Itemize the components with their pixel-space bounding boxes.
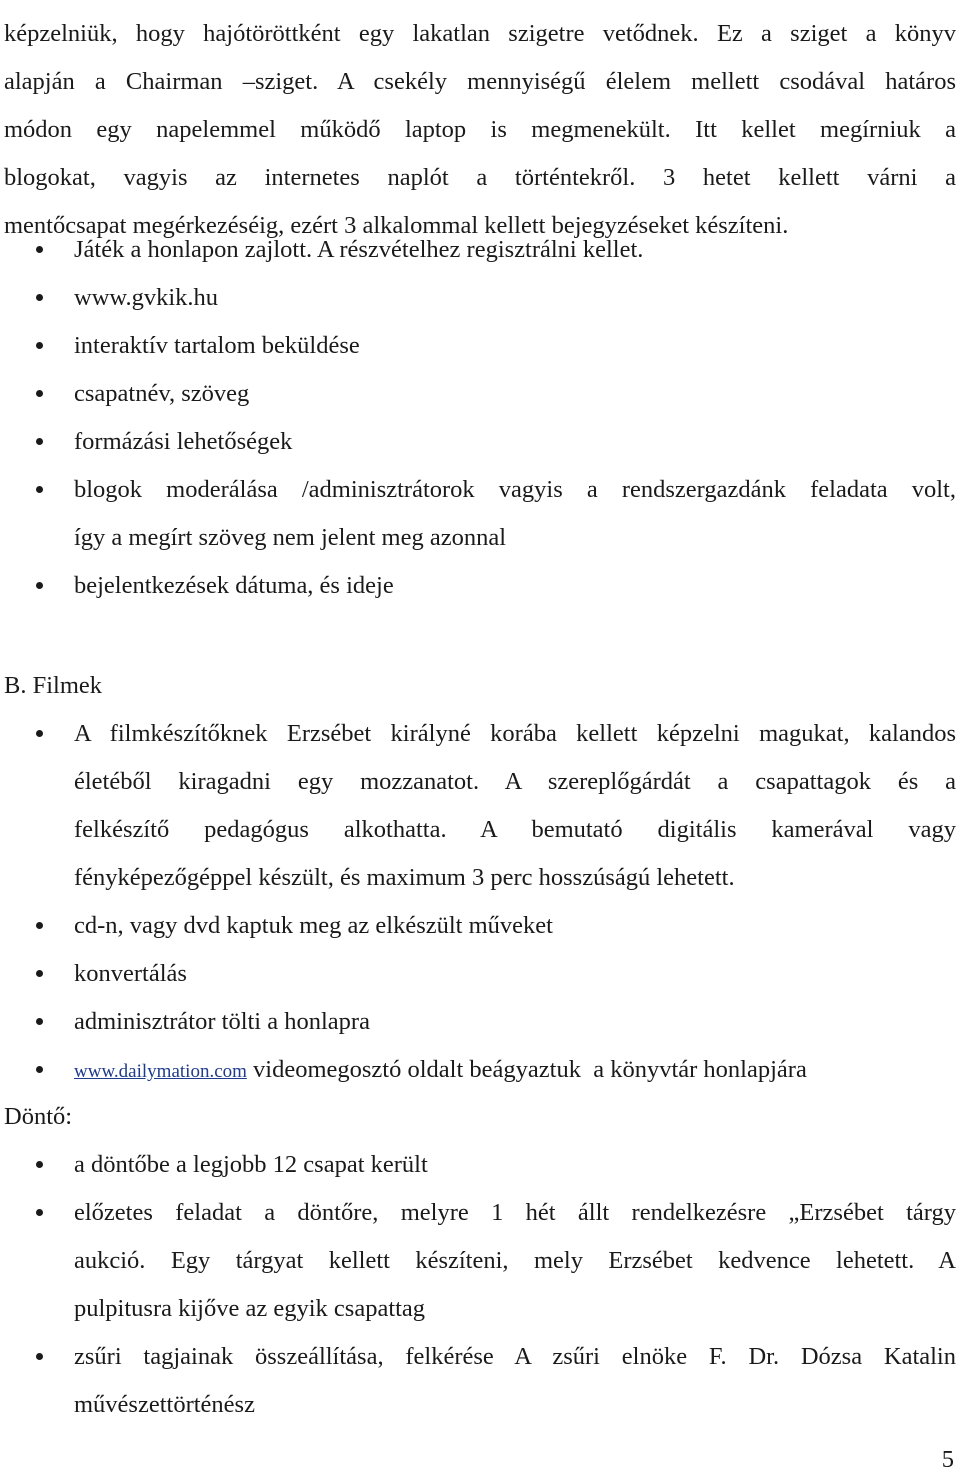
text-line: interaktív tartalom beküldése [74, 332, 360, 359]
bullet-icon [36, 1018, 43, 1025]
list-item [74, 274, 956, 322]
text-line: alapján a Chairman –sziget. A csekély mennyiségű élelem mellett csodával határos [4, 68, 956, 95]
bullet-icon [36, 246, 43, 253]
list-item [74, 1189, 956, 1333]
text-line: így a megírt szöveg nem jelent meg azonnal [74, 524, 507, 551]
bullet-icon [36, 1066, 43, 1073]
text-line: életéből kiragadni egy mozzanatot. A szereplőgárdát a csapattagok és a [74, 768, 956, 795]
list-item [74, 710, 956, 902]
text-line: blogokat, vagyis az internetes naplót a történtekről. 3 hetet kellett várni a [4, 164, 956, 191]
bullet-icon [36, 1353, 43, 1360]
list-item [74, 1141, 956, 1189]
bullet-list-films [74, 710, 956, 1094]
bullet-icon [36, 342, 43, 349]
list-item [74, 1333, 956, 1429]
bullet-list-blog [74, 226, 956, 610]
bullet-icon [36, 582, 43, 589]
text-line: konvertálás [74, 960, 187, 987]
dailymation-link[interactable]: www.dailymation.com [74, 1061, 247, 1082]
list-item [74, 466, 956, 562]
text-line: Játék a honlapon zajlott. A részvételhez regisztrálni kellet. [74, 236, 644, 263]
page-number: 5 [941, 1446, 954, 1473]
list-item [74, 370, 956, 418]
text-line: pulpitusra kijőve az egyik csapattag [74, 1295, 426, 1322]
text-line: cd-n, vagy dvd kaptuk meg az elkészült műveket [74, 912, 553, 939]
section-heading-filmek: B. Filmek [4, 672, 103, 699]
list-item [74, 418, 956, 466]
list-item [74, 562, 956, 610]
bullet-icon [36, 922, 43, 929]
bullet-icon [36, 486, 43, 493]
bullet-icon [36, 294, 43, 301]
bullet-icon [36, 730, 43, 737]
list-item [74, 322, 956, 370]
bullet-list-final [74, 1141, 956, 1429]
text-line: felkészítő pedagógus alkothatta. A bemutató digitális kamerával vagy [74, 816, 956, 843]
intro-paragraph [4, 10, 956, 250]
text-line: www.gvkik.hu [74, 284, 219, 311]
text-line: blogok moderálása /adminisztrátorok vagyis a rendszergazdánk feladata volt, [74, 476, 956, 503]
text-line: képzelniük, hogy hajótöröttként egy lakatlan szigetre vetődnek. Ez a sziget a könyv [4, 20, 956, 47]
text-line: előzetes feladat a döntőre, melyre 1 hét állt rendelkezésre „Erzsébet tárgy [74, 1199, 956, 1226]
list-item [74, 902, 956, 950]
text-line: fényképezőgéppel készült, és maximum 3 perc hosszúságú lehetett. [74, 864, 735, 891]
section-heading-donto: Döntő: [4, 1103, 73, 1130]
text-line: módon egy napelemmel működő laptop is megmenekült. Itt kellet megírniuk a [4, 116, 956, 143]
text-line: formázási lehetőségek [74, 428, 293, 455]
list-item [74, 998, 956, 1046]
bullet-icon [36, 438, 43, 445]
text-line: bejelentkezések dátuma, és ideje [74, 572, 394, 599]
bullet-icon [36, 970, 43, 977]
text-line [74, 1046, 956, 1094]
text-line: a döntőbe a legjobb 12 csapat került [74, 1151, 428, 1178]
list-item [74, 950, 956, 998]
text-line: művészettörténész [74, 1391, 255, 1418]
text-line: A filmkészítőknek Erzsébet királyné korába kellett képzelni magukat, kalandos [74, 720, 956, 747]
list-item [74, 226, 956, 274]
text-line: aukció. Egy tárgyat kellett készíteni, mely Erzsébet kedvence lehetett. A [74, 1247, 956, 1274]
text-line: zsűri tagjainak összeállítása, felkérése A zsűri elnöke F. Dr. Dózsa Katalin [74, 1343, 956, 1370]
bullet-icon [36, 390, 43, 397]
link-description: videomegosztó oldalt beágyaztuk a könyvtár honlapjára [246, 1056, 807, 1083]
text-line: csapatnév, szöveg [74, 380, 250, 407]
text-line: mentőcsapat megérkezéséig, ezért 3 alkalommal kellett bejegyzéseket készíteni. [4, 212, 789, 239]
bullet-icon [36, 1209, 43, 1216]
bullet-icon [36, 1161, 43, 1168]
list-item [74, 1046, 956, 1094]
text-line: adminisztrátor tölti a honlapra [74, 1008, 370, 1035]
